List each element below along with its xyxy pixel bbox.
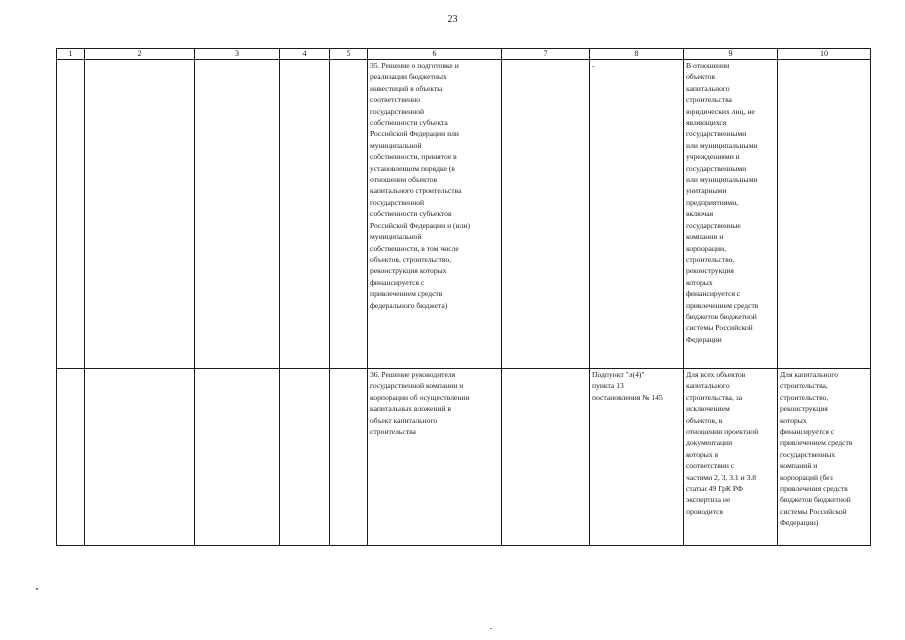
cell-col3 — [195, 369, 280, 546]
scan-speck — [36, 588, 38, 590]
cell-col2 — [85, 60, 195, 369]
column-header-6: 6 — [368, 49, 502, 60]
cell-col3 — [195, 60, 280, 369]
cell-col7 — [502, 369, 590, 546]
scan-speck — [490, 628, 492, 629]
column-header-8: 8 — [590, 49, 684, 60]
document-name-text: 35. Решение о подготовке и реализации бюджетных инвестиций в объекты соответственно государственной собственности субъекта Российской Федерации или муниципальной собственности, принятое в установленном порядке (в отношении объектов капитального строительства государственной собственности субъектов Российской Федерации и (или) муниципальной собственности, в том числе объектов, строительство, реконструкция которых финансируется с привлечением средств федерального бюджета) — [370, 61, 471, 310]
column-header-5: 5 — [330, 49, 368, 60]
cell-col7 — [502, 60, 590, 369]
table-row — [57, 369, 871, 546]
column-header-2: 2 — [85, 49, 195, 60]
cell-col4 — [280, 369, 330, 546]
legal-basis-text: Подпункт "л(4)" пункта 13 постановления № 145 — [592, 370, 663, 402]
col10-text: Для капитального строительства, строительство, реконструкция которых финансируется с привлечением средств государственных компаний и корпораций (без привлечения средств бюджетов бюджетной системы Российской Федерации) — [780, 370, 853, 528]
column-header-9: 9 — [684, 49, 778, 60]
table-header-row — [57, 49, 871, 60]
document-name-text: 36. Решение руководителя государственной компании и корпорации об осуществлении капитальных вложений в объект капитального строительства — [370, 370, 470, 437]
cell-legal-basis — [590, 60, 684, 369]
cell-col5 — [330, 369, 368, 546]
column-header-4: 4 — [280, 49, 330, 60]
cell-applicability — [684, 369, 778, 546]
applicability-text: В отношении объектов капитального строительства юридических лиц, не являющихся государственными или муниципальными учреждениями и государственными или муниципальными унитарными предприятиями, включая государственные компании и корпорации, строительство, реконструкция которых финансируется с привлечением средств бюджетов бюджетной системы Российской Федерации — [686, 61, 759, 344]
cell-col2 — [85, 369, 195, 546]
table-row — [57, 60, 871, 369]
cell-col1 — [57, 369, 85, 546]
applicability-text: Для всех объектов капитального строительства, за исключением объектов, в отношении проектной документации которых в соответствии с частями 2, 3, 3.1 и 3.8 статьи 49 ГрК РФ экспертиза не проводится — [686, 370, 759, 516]
column-header-1: 1 — [57, 49, 85, 60]
cell-document-name — [368, 369, 502, 546]
cell-applicability — [684, 60, 778, 369]
requirements-table — [56, 48, 871, 546]
column-header-7: 7 — [502, 49, 590, 60]
legal-basis-text: - — [592, 61, 595, 70]
column-header-3: 3 — [195, 49, 280, 60]
cell-col5 — [330, 60, 368, 369]
cell-legal-basis — [590, 369, 684, 546]
cell-col10 — [778, 369, 871, 546]
cell-col1 — [57, 60, 85, 369]
column-header-10: 10 — [778, 49, 871, 60]
cell-col10 — [778, 60, 871, 369]
page-number: 23 — [447, 14, 458, 25]
cell-document-name — [368, 60, 502, 369]
cell-col4 — [280, 60, 330, 369]
